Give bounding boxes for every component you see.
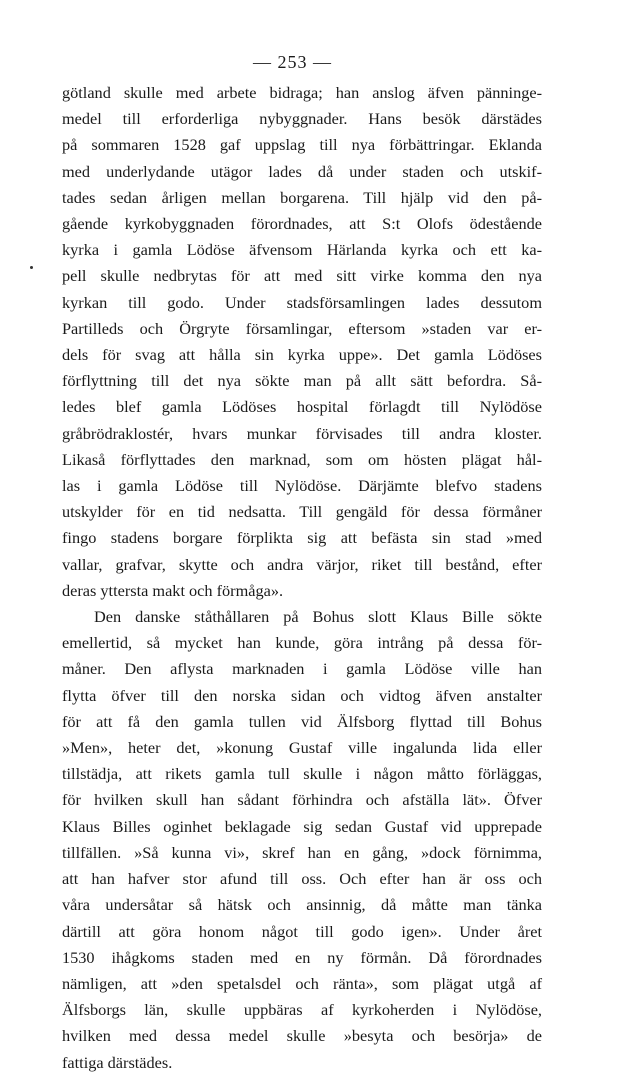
text-line: kyrkan till godo. Under stadsförsamlingen lades dessutom	[62, 292, 542, 312]
text-line: på sommaren 1528 gaf uppslag till nya förbättringar. Eklanda	[62, 135, 542, 155]
text-line: »Men», heter det, »konung Gustaf ville ingalunda lida eller	[62, 738, 542, 758]
margin-mark	[30, 266, 33, 269]
text-line: måner. Den aflysta marknaden i gamla Lödöse ville han	[62, 659, 542, 679]
text-line: ledes blef gamla Lödöses hospital förlagdt till Nylödöse	[62, 397, 542, 417]
text-line: Likaså förflyttades den marknad, som om hösten plägat hål-	[62, 449, 542, 469]
text-line: las i gamla Lödöse till Nylödöse. Därjämte blefvo stadens	[62, 476, 542, 496]
text-line: deras yttersta makt och förmåga».	[62, 580, 284, 600]
text-line: Den danske ståthållaren på Bohus slott Klaus Bille sökte	[94, 607, 542, 627]
text-line: gående kyrkobyggnaden förordnades, att S:t Olofs ödestående	[62, 214, 542, 234]
text-line: götland skulle med arbete bidraga; han anslog äfven pänninge-	[62, 83, 542, 102]
paragraph	[62, 80, 542, 604]
text-line: förflyttning till det nya sökte man på allt sätt befordra. Så-	[62, 371, 542, 391]
page-number: — 253 —	[253, 52, 332, 72]
text-line: att han hafver stor afund till oss. Och efter han är oss och	[62, 869, 542, 889]
text-line: emellertid, så mycket han kunde, göra intrång på dessa för-	[62, 633, 542, 653]
text-line: Älfsborgs län, skulle uppbäras af kyrkoherden i Nylödöse,	[62, 1000, 542, 1020]
text-line: för att få den gamla tullen vid Älfsborg flyttad till Bohus	[62, 711, 542, 731]
text-line: gråbrödraklostér, hvars munkar förvisades till andra kloster.	[62, 423, 542, 443]
text-line: för hvilken skull han sådant förhindra och afställa lät». Öfver	[62, 790, 542, 810]
text-line: fingo stadens borgare förplikta sig att befästa sin stad »med	[62, 528, 542, 548]
text-line: med underlydande utägor lades då under staden och utskif-	[62, 161, 542, 181]
text-line: tillfällen. »Så kunna vi», skref han en gång, »dock förnimma,	[62, 842, 542, 862]
text-line: vallar, grafvar, skytte och andra värjor, riket till bestånd, efter	[62, 554, 542, 574]
text-line: dels för svag att hålla sin kyrka uppe». Det gamla Lödöses	[62, 345, 542, 365]
text-line: tillstädja, att rikets gamla tull skulle i någon måtto förläggas,	[62, 764, 542, 784]
text-line: hvilken med dessa medel skulle »besyta och besörja» de	[62, 1026, 542, 1046]
text-line: därtill att göra honom något till godo igen». Under året	[62, 921, 542, 941]
body-text	[62, 80, 542, 1076]
text-line: kyrka i gamla Lödöse äfvensom Härlanda kyrka och ett ka-	[62, 240, 542, 260]
text-line: våra undersåtar så hätsk och ansinnig, då måtte man tänka	[62, 895, 542, 915]
text-line: fattiga därstädes.	[62, 1052, 173, 1072]
text-line: pell skulle nedbrytas för att med sitt virke komma den nya	[62, 266, 542, 286]
text-line: utskylder för en tid nedsatta. Till gengäld för dessa förmåner	[62, 502, 542, 522]
text-line: 1530 ihågkoms staden med en ny förmån. Då förordnades	[62, 947, 542, 967]
text-line: nämligen, att »den spetalsdel och ränta», som plägat utgå af	[62, 973, 542, 993]
paragraph	[62, 604, 542, 1076]
text-line: Klaus Billes oginhet beklagade sig sedan Gustaf vid upprepade	[62, 816, 542, 836]
text-line: Partilleds och Örgryte församlingar, eftersom »staden var er-	[62, 318, 542, 338]
text-line: flytta öfver till den norska sidan och vidtog äfven anstalter	[62, 685, 542, 705]
text-line: tades sedan årligen mellan borgarena. Till hjälp vid den på-	[62, 187, 542, 207]
text-line: medel till erforderliga nybyggnader. Hans besök därstädes	[62, 109, 542, 129]
